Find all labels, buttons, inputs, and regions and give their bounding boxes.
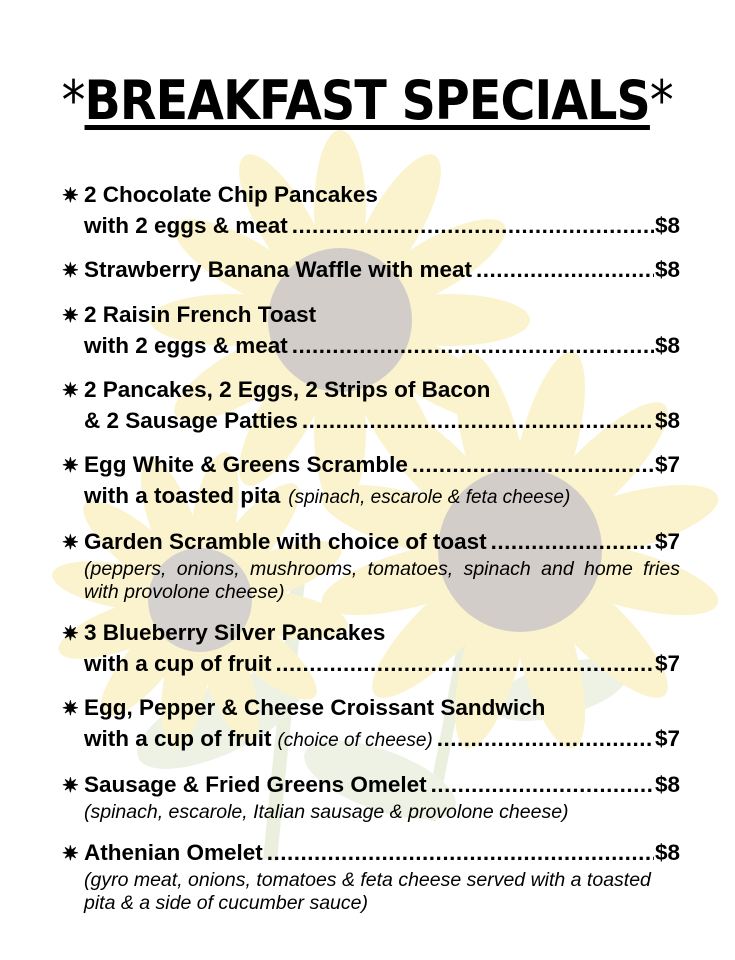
item-description: (spinach, escarole, Italian sausage & provolone cheese)	[84, 801, 569, 823]
page-title: BREAKFAST SPECIALS	[84, 69, 651, 132]
item-subline: with 2 eggs & meat	[84, 333, 288, 358]
item-note: (choice of cheese)	[277, 730, 433, 751]
dot-leader	[437, 724, 654, 754]
menu-items	[62, 180, 680, 929]
sunburst-icon: ✷	[62, 698, 79, 720]
dot-leader	[431, 770, 654, 800]
item-subline: with a cup of fruit	[84, 651, 272, 676]
item-name: 3 Blueberry Silver Pancakes	[84, 620, 386, 645]
dot-leader	[275, 649, 653, 679]
sunburst-icon: ✷	[62, 185, 79, 207]
item-name: Athenian Omelet	[84, 840, 263, 865]
menu-item	[62, 693, 680, 756]
item-subline: with a cup of fruit	[84, 726, 272, 751]
item-price: $7	[654, 726, 680, 751]
dot-leader	[267, 838, 654, 868]
item-price: $8	[654, 408, 680, 433]
menu-item	[62, 180, 680, 241]
sunburst-icon: ✷	[62, 260, 79, 282]
dot-leader	[292, 211, 654, 241]
dot-leader	[491, 527, 654, 557]
menu-title	[0, 68, 735, 134]
sunburst-icon: ✷	[62, 305, 79, 327]
sunburst-icon: ✷	[62, 532, 79, 554]
menu-item	[62, 618, 680, 679]
item-price: $8	[654, 333, 680, 358]
menu-item	[62, 770, 680, 824]
item-name: Egg, Pepper & Cheese Croissant Sandwich	[84, 695, 546, 720]
item-name: Egg White & Greens Scramble	[84, 452, 408, 477]
title-star-right: *	[650, 69, 674, 132]
item-description: (gyro meat, onions, tomatoes & feta cheese served with a toasted pita & a side of cucumber sauce)	[84, 869, 651, 914]
menu-item	[62, 300, 680, 361]
dot-leader	[292, 331, 654, 361]
item-subline: & 2 Sausage Patties	[84, 408, 298, 433]
item-price: $8	[654, 257, 680, 282]
sunburst-icon: ✷	[62, 380, 79, 402]
sunburst-icon: ✷	[62, 843, 79, 865]
item-price: $8	[654, 840, 680, 865]
sunburst-icon: ✷	[62, 775, 79, 797]
item-price: $7	[654, 651, 680, 676]
item-subline: with a toasted pita	[84, 483, 281, 508]
item-price: $7	[654, 529, 680, 554]
sunburst-icon: ✷	[62, 455, 79, 477]
item-description: (peppers, onions, mushrooms, tomatoes, spinach and home fries with provolone cheese)	[84, 558, 680, 603]
item-name: Garden Scramble with choice of toast	[84, 529, 487, 554]
dot-leader	[476, 255, 654, 285]
dot-leader	[302, 406, 654, 436]
item-price: $7	[654, 452, 680, 477]
item-name: Strawberry Banana Waffle with meat	[84, 257, 473, 282]
item-name: 2 Raisin French Toast	[84, 302, 317, 327]
item-subline: with 2 eggs & meat	[84, 213, 288, 238]
item-name: Sausage & Fried Greens Omelet	[84, 772, 427, 797]
dot-leader	[412, 450, 654, 480]
item-price: $8	[654, 772, 680, 797]
item-price: $8	[654, 213, 680, 238]
item-name: 2 Chocolate Chip Pancakes	[84, 182, 378, 207]
menu-item	[62, 527, 680, 604]
item-note: (spinach, escarole & feta cheese)	[288, 487, 571, 508]
sunburst-icon: ✷	[62, 623, 79, 645]
menu-item	[62, 375, 680, 436]
menu-item	[62, 255, 680, 286]
title-star-left: *	[61, 69, 85, 132]
item-name: 2 Pancakes, 2 Eggs, 2 Strips of Bacon	[84, 377, 491, 402]
menu-item	[62, 450, 680, 513]
menu-item	[62, 838, 680, 915]
